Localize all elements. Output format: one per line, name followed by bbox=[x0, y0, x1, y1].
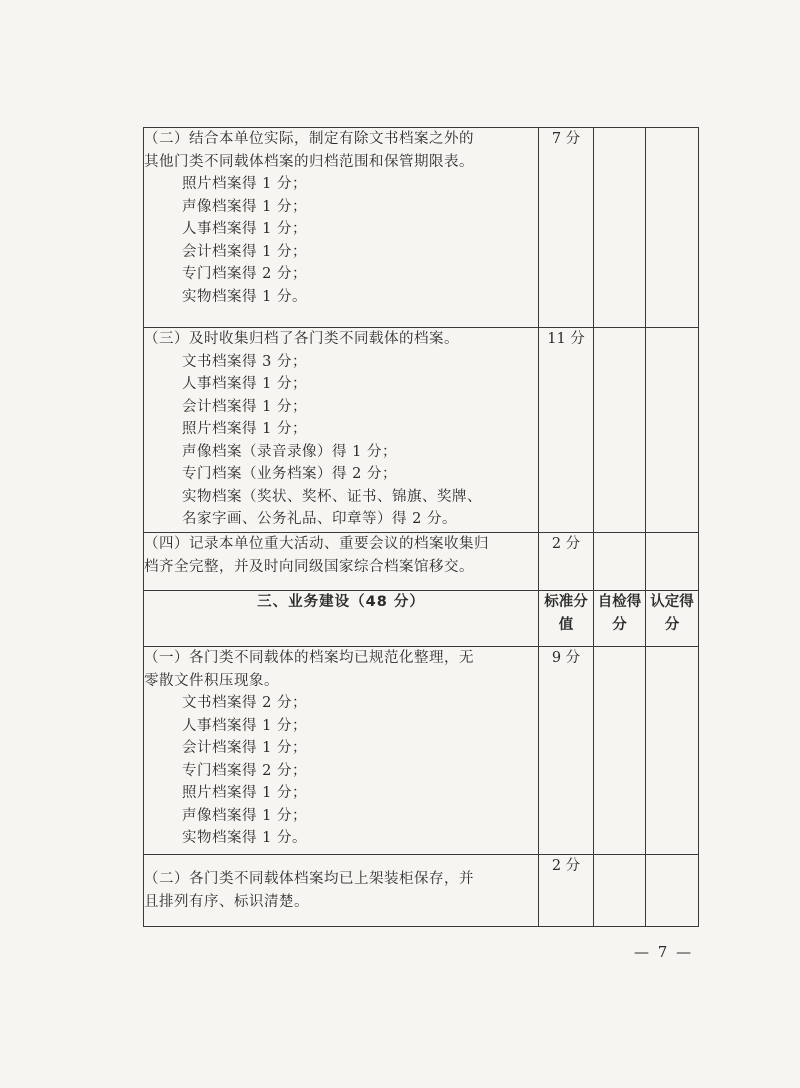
criterion-item: 名家字画、公务礼品、印章等）得 2 分。 bbox=[182, 511, 457, 527]
criterion-item: 照片档案得 1 分； bbox=[182, 421, 307, 437]
criterion-item: 人事档案得 1 分； bbox=[182, 717, 307, 734]
criterion-text: 其他门类不同载体档案的归档范围和保管期限表。 bbox=[144, 153, 474, 170]
criterion-text: 零散文件积压现象。 bbox=[144, 672, 279, 689]
criterion-cell bbox=[144, 533, 539, 591]
criterion-item: 实物档案得 1 分。 bbox=[182, 830, 307, 846]
certified-score bbox=[646, 128, 699, 328]
criterion-text: （四）记录本单位重大活动、重要会议的档案收集归 bbox=[144, 536, 489, 552]
criterion-item: 声像档案得 1 分； bbox=[182, 198, 307, 215]
table-row bbox=[144, 328, 699, 533]
criterion-item: 实物档案得 1 分。 bbox=[182, 288, 307, 305]
criterion-item: 文书档案得 2 分； bbox=[182, 695, 307, 711]
self-check-score bbox=[594, 128, 646, 328]
table-row bbox=[144, 533, 699, 591]
criterion-text: （二）各门类不同载体档案均已上架装柜保存，并 bbox=[144, 871, 474, 887]
criterion-item: 会计档案得 1 分； bbox=[182, 740, 307, 756]
standard-score: 7 分 bbox=[539, 128, 594, 328]
criterion-item: 专门档案（业务档案）得 2 分； bbox=[182, 466, 397, 482]
criterion-cell bbox=[144, 647, 539, 855]
criterion-item: 声像档案得 1 分； bbox=[182, 807, 307, 824]
criterion-item: 会计档案得 1 分； bbox=[182, 398, 307, 415]
page-number: — 7 — bbox=[634, 943, 694, 961]
criterion-text: 且排列有序、标识清楚。 bbox=[144, 893, 309, 910]
section-header-row bbox=[144, 591, 699, 647]
standard-score: 11 分 bbox=[539, 328, 594, 533]
criterion-cell bbox=[144, 128, 539, 328]
certified-score bbox=[646, 855, 699, 927]
criterion-item: 专门档案得 2 分； bbox=[182, 762, 307, 779]
self-check-score bbox=[594, 647, 646, 855]
criterion-text: 档齐全完整，并及时向同级国家综合档案馆移交。 bbox=[144, 558, 474, 575]
certified-score bbox=[646, 328, 699, 533]
criterion-item: 人事档案得 1 分； bbox=[182, 221, 307, 237]
criterion-text: （二）结合本单位实际，制定有除文书档案之外的 bbox=[144, 131, 474, 147]
criterion-cell bbox=[144, 855, 539, 927]
scoring-table bbox=[143, 127, 699, 927]
criterion-text: （三）及时收集归档了各门类不同载体的档案。 bbox=[144, 331, 459, 347]
standard-score: 9 分 bbox=[539, 647, 594, 855]
criterion-item: 文书档案得 3 分； bbox=[182, 353, 307, 370]
criterion-item: 专门档案得 2 分； bbox=[182, 266, 307, 282]
self-check-score bbox=[594, 533, 646, 591]
self-check-score bbox=[594, 855, 646, 927]
self-check-score bbox=[594, 328, 646, 533]
standard-score: 2 分 bbox=[539, 855, 594, 927]
criterion-item: 人事档案得 1 分； bbox=[182, 376, 307, 392]
criterion-item: 会计档案得 1 分； bbox=[182, 243, 307, 260]
header-self-check-score: 自检得分 bbox=[594, 591, 646, 647]
table-row bbox=[144, 855, 699, 927]
standard-score: 2 分 bbox=[539, 533, 594, 591]
criterion-item: 照片档案得 1 分； bbox=[182, 176, 307, 192]
criterion-text: （一）各门类不同载体的档案均已规范化整理，无 bbox=[144, 650, 474, 666]
certified-score bbox=[646, 647, 699, 855]
criterion-cell bbox=[144, 328, 539, 533]
section-title: 三、业务建设（48 分） bbox=[144, 591, 539, 647]
header-standard-score: 标准分值 bbox=[539, 591, 594, 647]
table-row bbox=[144, 128, 699, 328]
criterion-item: 照片档案得 1 分； bbox=[182, 785, 307, 801]
criterion-item: 声像档案（录音录像）得 1 分； bbox=[182, 443, 397, 460]
table-row bbox=[144, 647, 699, 855]
header-certified-score: 认定得分 bbox=[646, 591, 699, 647]
certified-score bbox=[646, 533, 699, 591]
criterion-item: 实物档案（奖状、奖杯、证书、锦旗、奖牌、 bbox=[182, 488, 482, 505]
